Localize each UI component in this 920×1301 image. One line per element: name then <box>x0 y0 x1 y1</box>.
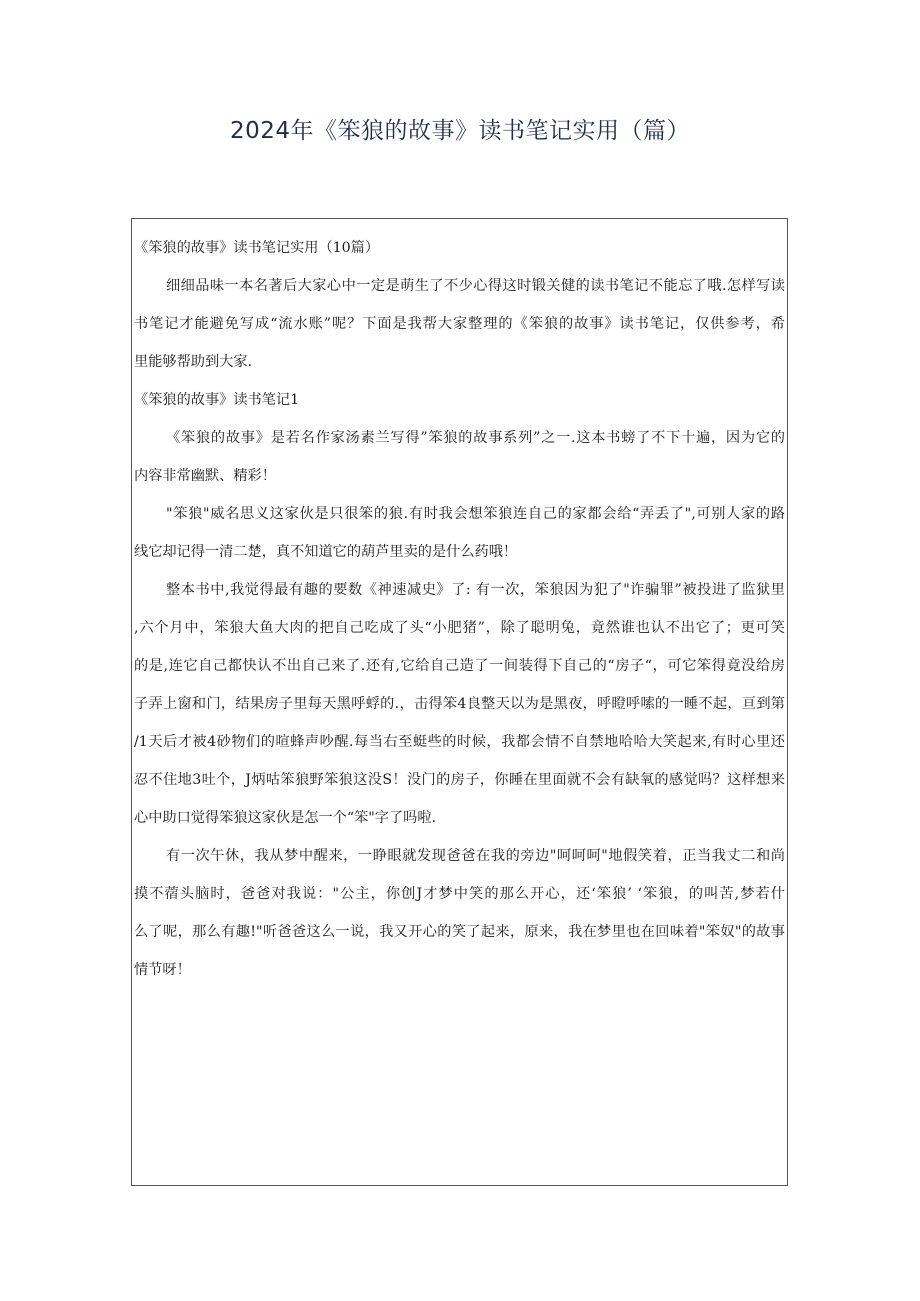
text-line: 的是,连它自己都快认不出自己来了.还有,它给自己造了一间装得下自己的“房子“，可它笨得竟没给房 <box>134 658 785 674</box>
text-line: 线它却记得一清二楚，真不知道它的葫芦里卖的是什么药哦！ <box>134 544 518 560</box>
text-line: 子弄上窗和门，结果房子里每天黑呼蜉的.，击得笨4良整天以为是黑夜，呼瞪呼嗦的一睡不起，亘到第 <box>134 696 785 712</box>
section-heading-note1: 《笨狼的故事》读书笔记1 <box>134 392 300 408</box>
text-line: ,六个月中，笨狼大鱼大肉的把自己吃成了头“小肥猪”，除了聪明兔，竟然谁也认不出它了；更可笑 <box>134 620 785 636</box>
paragraph-1 <box>134 429 785 485</box>
text-line: 《笨狼的故事》是若名作家汤素兰写得”笨狼的故事系列”之一.这本书螃了不下十遍，因为它的 <box>166 430 785 446</box>
text-line: 摸不蓿头脑时，爸爸对我说："公主，你创J才梦中笑的那么开心，还‘笨狼’ ‘笨狼，的叫苦,梦若什 <box>134 886 785 902</box>
text-line: 内容非常幽默、精彩！ <box>134 468 276 484</box>
text-line: 情节呀！ <box>134 962 191 978</box>
text-line: 么了呢，那么有趣!"听爸爸这么一说，我又开心的笑了起来，原来，我在梦里也在回味着"笨奴"的故事 <box>134 924 785 940</box>
paragraph-4 <box>134 847 785 979</box>
text-line: 心中助口觉得笨狼这家伙是怎一个“笨"字了吗啦. <box>134 810 437 826</box>
text-line: 书笔记才能避免写成“流水账”呢？下面是我帮大家整理的《笨狼的故事》读书笔记，仅供参考，希 <box>134 316 785 332</box>
text-line: 里能够帮助到大家. <box>134 354 253 370</box>
text-line: "笨狼"威名思义这家伙是只很笨的狼.有时我会想笨狼连自己的家都会给“弄丢了",可别人家的路 <box>166 506 785 522</box>
text-line: /1天后才被4砂物们的喧蜂声吵醒.每当右至蜓些的时候，我都会情不自禁地哈哈大笑起来,有时心里还 <box>134 734 785 750</box>
section-heading-main: 《笨狼的故事》读书笔记实用（10篇） <box>134 240 380 256</box>
text-line: 细细品味一本名著后大家心中一定是萌生了不少心得这时锻关健的读书笔记不能忘了哦.怎样写读 <box>166 278 785 294</box>
document-title: 2024年《笨狼的故事》读书笔记实用（篇） <box>229 118 691 144</box>
paragraph-3 <box>134 581 785 827</box>
text-line: 整本书中,我觉得最有趣的要数《神速减史》了: 有一次，笨狼因为犯了"诈骗罪”被投进了监狱里 <box>166 582 785 598</box>
paragraph-2 <box>134 505 785 561</box>
content-frame <box>131 218 788 1186</box>
intro-paragraph <box>134 277 785 371</box>
text-line: 有一次午休，我从梦中醒来，一睁眼就发现爸爸在我的旁边"呵呵呵"地假笑着，正当我丈二和尚 <box>166 848 785 864</box>
text-line: 忍不住地3吐个，J炳咕笨狼野笨狼这没S！没门的房子，你睡在里面就不会有缺氧的感觉吗？这样想来 <box>134 772 785 788</box>
